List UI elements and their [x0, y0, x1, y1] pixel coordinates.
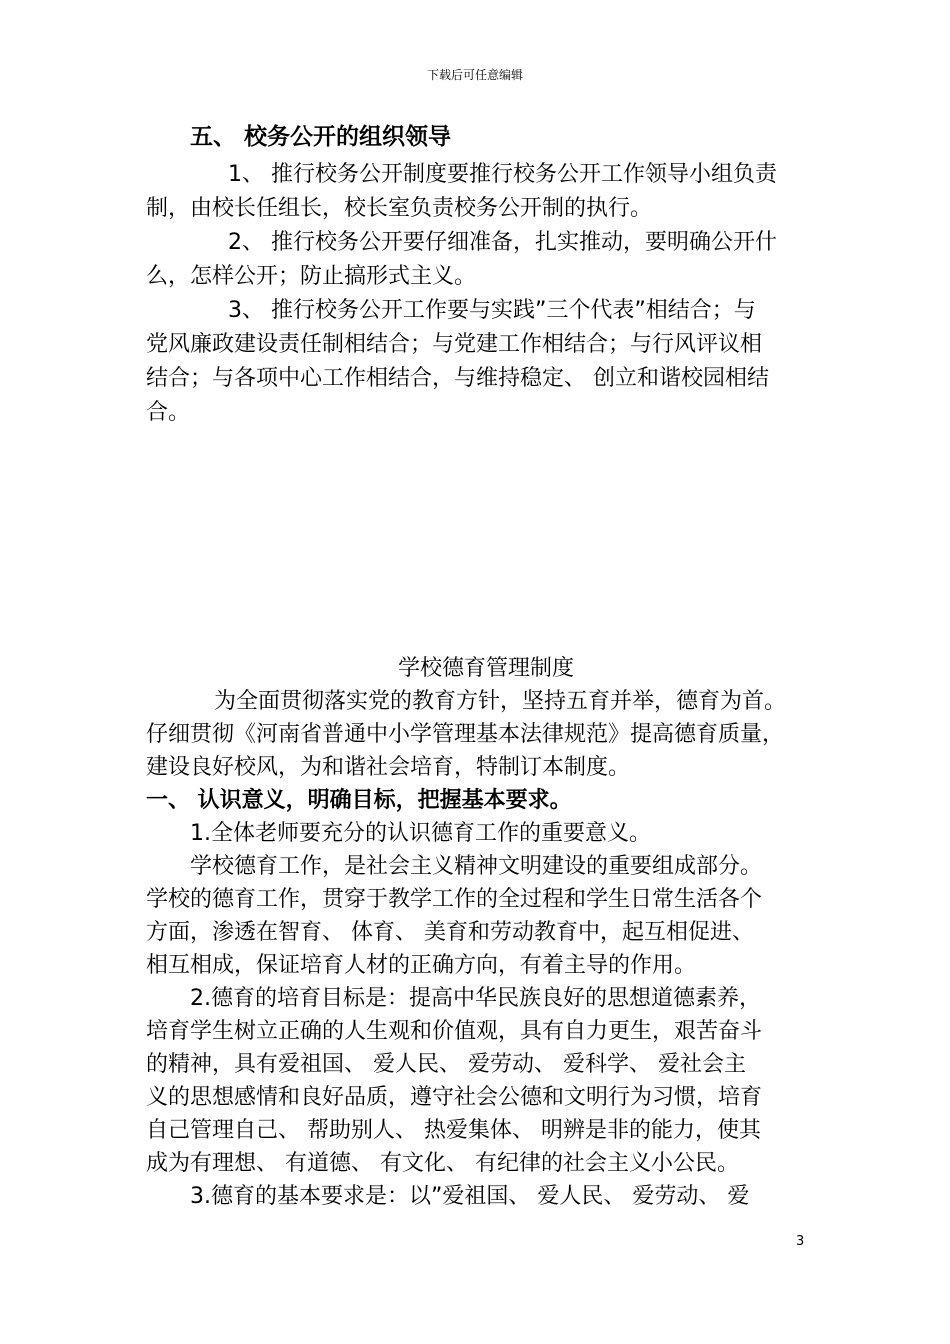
- item-2-line-1: 2、 推行校务公开要仔细准备，扎实推动，要明确公开什: [228, 230, 777, 255]
- item-3-line-3: 结合；与各项中心工作相结合，与维持稳定、 创立和谐校园相结: [146, 366, 769, 391]
- item-3-line-2: 党风廉政建设责任制相结合；与党建工作相结合；与行风评议相: [146, 332, 763, 357]
- p2-line-2: 学校的德育工作，贯穿于教学工作的全过程和学生日常生活各个: [146, 887, 763, 912]
- page-header: 下载后可任意编辑: [426, 68, 523, 82]
- item-3-line-1: 3、 推行校务公开工作要与实践”三个代表”相结合；与: [228, 298, 756, 323]
- p3-line-2: 培育学生树立正确的人生观和价值观，具有自力更生，艰苦奋斗: [146, 1019, 763, 1044]
- item-1-line-2: 制，由校长任组长，校长室负责校务公开制的执行。: [146, 196, 653, 221]
- intro-line-1: 为全面贯彻落实党的教育方针，坚持五育并举，德育为首。: [214, 689, 787, 714]
- item-3-line-4: 合。: [146, 400, 191, 425]
- heading-one: 一、 认识意义，明确目标，把握基本要求。: [146, 788, 572, 813]
- item-2: [146, 226, 826, 294]
- point-3: 3.德育的基本要求是：以”爱祖国、 爱人民、 爱劳动、 爱: [190, 1184, 750, 1209]
- point-1: 1.全体老师要充分的认识德育工作的重要意义。: [190, 821, 651, 846]
- section-heading-five: 五、 校务公开的组织领导: [190, 124, 452, 150]
- p3-line-3: 的精神，具有爱祖国、 爱人民、 爱劳动、 爱科学、 爱社会主: [146, 1052, 746, 1077]
- p2-line-4: 相互相成，保证培育人材的正确方向，有着主导的作用。: [146, 953, 697, 978]
- section-top: [146, 120, 826, 430]
- p3-line-4: 义的思想感情和良好品质，遵守社会公德和文明行为习惯，培育: [146, 1085, 763, 1110]
- p3-line-6: 成为有理想、 有道德、 有文化、 有纪律的社会主义小公民。: [146, 1151, 739, 1176]
- p3-line-5: 自己管理自己、 帮助别人、 热爱集体、 明辨是非的能力，使其: [146, 1118, 761, 1143]
- page-number: 3: [796, 1234, 805, 1249]
- intro-line-2: 仔细贯彻《河南省普通中小学管理基本法律规范》提高德育质量，: [146, 722, 785, 747]
- document-title: 学校德育管理制度: [397, 656, 574, 681]
- item-1-line-1: 1、 推行校务公开制度要推行校务公开工作领导小组负责: [228, 162, 777, 187]
- item-2-line-2: 么，怎样公开；防止搞形式主义。: [146, 264, 477, 289]
- p2-line-1: 学校德育工作，是社会主义精神文明建设的重要组成部分。: [190, 854, 763, 879]
- intro-line-3: 建设良好校风，为和谐社会培育，特制订本制度。: [146, 755, 631, 780]
- intro-paragraph: [146, 685, 826, 784]
- paragraph-moral-work: [146, 850, 826, 982]
- p3-line-1: 2.德育的培育目标是：提高中华民族良好的思想道德素养，: [190, 986, 761, 1011]
- p2-line-3: 方面，渗透在智育、 体育、 美育和劳动教育中，起互相促进、: [146, 920, 754, 945]
- item-1: [146, 158, 826, 226]
- section-main: [146, 652, 826, 1213]
- item-3: [146, 294, 826, 430]
- point-2: [146, 982, 826, 1180]
